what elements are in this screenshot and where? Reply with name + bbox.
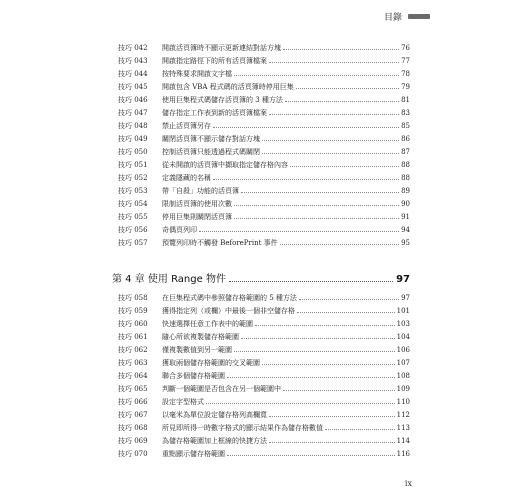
toc-list-chapter-4	[118, 292, 410, 461]
toc-row[interactable]	[118, 396, 410, 409]
header-decoration-bar	[408, 14, 430, 19]
dot-leader	[280, 244, 399, 245]
tip-number: 技巧 053	[118, 187, 148, 195]
tip-number: 技巧 061	[118, 333, 148, 341]
dot-leader	[285, 101, 399, 102]
dot-leader	[269, 416, 395, 417]
page-number: 106	[396, 346, 410, 354]
page-number: 112	[396, 411, 410, 419]
tip-number: 技巧 068	[118, 424, 148, 432]
dot-leader	[234, 351, 395, 352]
page-header	[384, 10, 430, 23]
tip-number: 技巧 064	[118, 372, 148, 380]
tip-number: 技巧 042	[118, 44, 148, 52]
page-number: 88	[401, 161, 410, 169]
toc-row[interactable]	[118, 383, 410, 396]
dot-leader	[297, 312, 395, 313]
toc-row[interactable]	[118, 224, 410, 237]
toc-row[interactable]	[118, 292, 410, 305]
dot-leader	[213, 127, 399, 128]
tip-title: 定義隱藏的名稱	[162, 174, 211, 182]
page-number: 90	[401, 200, 410, 208]
tip-number: 技巧 044	[118, 70, 148, 78]
page-number: 116	[396, 450, 410, 458]
page-number: 103	[396, 320, 410, 328]
toc-row[interactable]	[118, 185, 410, 198]
toc-row[interactable]	[118, 318, 410, 331]
toc-row[interactable]	[118, 237, 410, 250]
dot-leader	[269, 62, 399, 63]
dot-leader	[262, 140, 399, 141]
dot-leader	[206, 403, 395, 404]
tip-title: 預覽列印時不觸發 BeforePrint 事件	[162, 239, 278, 247]
dot-leader	[229, 281, 393, 282]
dot-leader	[255, 325, 395, 326]
toc-list-chapter-3	[118, 42, 410, 250]
tip-number: 技巧 048	[118, 122, 148, 130]
tip-number: 技巧 067	[118, 411, 148, 419]
tip-number: 技巧 059	[118, 307, 148, 315]
page-number: 91	[401, 213, 410, 221]
dot-leader	[299, 299, 399, 300]
tip-title: 為儲存格範圍加上框線的快捷方法	[162, 437, 267, 445]
dot-leader	[290, 166, 399, 167]
tip-title: 帶「自殺」功能的活頁簿	[162, 187, 239, 195]
chapter-page-number: 97	[396, 274, 410, 285]
tip-title: 按特殊要求開啟文字檔	[162, 70, 232, 78]
tip-title: 獲得指定列（或欄）中最後一個非空儲存格	[162, 307, 295, 315]
tip-number: 技巧 050	[118, 148, 148, 156]
page-number: 110	[396, 398, 410, 406]
toc-row[interactable]	[118, 198, 410, 211]
toc-row[interactable]	[118, 422, 410, 435]
tip-title: 儲存指定工作表到新的活頁簿檔案	[162, 109, 267, 117]
toc-row[interactable]	[118, 42, 410, 55]
page-number: 76	[401, 44, 410, 52]
tip-title: 開啟活頁簿時不顯示更新連結對話方塊	[162, 44, 281, 52]
toc-row[interactable]	[118, 357, 410, 370]
tip-title: 停用巨集則關閉活頁簿	[162, 213, 232, 221]
tip-number: 技巧 063	[118, 359, 148, 367]
page-number: 86	[401, 135, 410, 143]
dot-leader	[283, 49, 399, 50]
tip-number: 技巧 045	[118, 83, 148, 91]
toc-row[interactable]	[118, 211, 410, 224]
tip-title: 判斷一個範圍是否包含在另一個範圍中	[162, 385, 281, 393]
dot-leader	[213, 179, 399, 180]
dot-leader	[269, 442, 395, 443]
page-number: 95	[401, 239, 410, 247]
dot-leader	[234, 75, 399, 76]
toc-row[interactable]	[118, 331, 410, 344]
tip-number: 技巧 049	[118, 135, 148, 143]
dot-leader	[234, 218, 399, 219]
tip-title: 控制活頁簿只能透過程式碼關閉	[162, 148, 260, 156]
page-number: 85	[401, 122, 410, 130]
tip-title: 開啟指定路徑下的所有活頁簿檔案	[162, 57, 267, 65]
tip-number: 技巧 046	[118, 96, 148, 104]
dot-leader	[325, 429, 395, 430]
tip-title: 聯合多個儲存格範圍	[162, 372, 225, 380]
tip-title: 獲取兩個儲存格範圍的交叉範圍	[162, 359, 260, 367]
page-number: 113	[396, 424, 410, 432]
header-title: 目錄	[383, 13, 402, 23]
page-number: 83	[401, 109, 410, 117]
tip-title: 從未開啟的活頁簿中擷取指定儲存格內容	[162, 161, 288, 169]
tip-title: 使用巨集程式碼儲存活頁簿的 3 種方法	[162, 96, 283, 104]
page-number: 114	[396, 437, 410, 445]
toc-row[interactable]	[118, 305, 410, 318]
tip-number: 技巧 047	[118, 109, 148, 117]
tip-number: 技巧 057	[118, 239, 148, 247]
tip-title: 開啟包含 VBA 程式碼的活頁簿時停用巨集	[162, 83, 294, 91]
page-number: 89	[401, 187, 410, 195]
page-number: 108	[396, 372, 410, 380]
tip-number: 技巧 066	[118, 398, 148, 406]
dot-leader	[234, 205, 399, 206]
tip-number: 技巧 058	[118, 294, 148, 302]
dot-leader	[199, 231, 399, 232]
tip-number: 技巧 069	[118, 437, 148, 445]
page-number: 78	[401, 70, 410, 78]
dot-leader	[262, 153, 399, 154]
page-number: 97	[401, 294, 410, 302]
page-number: 79	[401, 83, 410, 91]
toc-row[interactable]	[118, 120, 410, 133]
page-number: 107	[396, 359, 410, 367]
tip-number: 技巧 060	[118, 320, 148, 328]
page-number: 94	[401, 226, 410, 234]
toc-row[interactable]	[118, 435, 410, 448]
chapter-title: 第 4 章 使用 Range 物件	[112, 274, 226, 285]
toc-row[interactable]	[118, 55, 410, 68]
tip-title: 隨心所欲複製儲存格範圍	[162, 333, 239, 341]
tip-title: 以毫米為單位設定儲存格列高欄寬	[162, 411, 267, 419]
page-number: 77	[401, 57, 410, 65]
dot-leader	[241, 338, 395, 339]
dot-leader	[227, 377, 395, 378]
tip-number: 技巧 055	[118, 213, 148, 221]
tip-title: 快速選擇任意工作表中的範圍	[162, 320, 253, 328]
toc-row[interactable]	[118, 94, 410, 107]
dot-leader	[262, 364, 395, 365]
tip-number: 技巧 056	[118, 226, 148, 234]
tip-title: 在巨集程式碼中參照儲存格範圍的 5 種方法	[162, 294, 297, 302]
tip-title: 限制活頁簿的使用次數	[162, 200, 232, 208]
toc-row[interactable]	[118, 159, 410, 172]
toc-row[interactable]	[118, 133, 410, 146]
toc-row[interactable]	[118, 172, 410, 185]
tip-title: 所見即所得一時數字格式的顯示結果作為儲存格數值	[162, 424, 323, 432]
tip-title: 禁止活頁簿另存	[162, 122, 211, 130]
tip-title: 設定字型格式	[162, 398, 204, 406]
tip-title: 僅複製數值到另一範圍	[162, 346, 232, 354]
toc-row[interactable]	[118, 448, 410, 461]
page-number: 81	[401, 96, 410, 104]
tip-number: 技巧 062	[118, 346, 148, 354]
dot-leader	[269, 114, 399, 115]
tip-number: 技巧 051	[118, 161, 148, 169]
page-number: 87	[401, 148, 410, 156]
tip-number: 技巧 052	[118, 174, 148, 182]
page-number-footer: ix	[404, 479, 412, 488]
tip-title: 重點顯示儲存格範圍	[162, 450, 225, 458]
dot-leader	[227, 455, 395, 456]
tip-title: 關閉活頁簿不顯示儲存對話方塊	[162, 135, 260, 143]
page-number: 101	[396, 307, 410, 315]
dot-leader	[283, 390, 395, 391]
tip-number: 技巧 070	[118, 450, 148, 458]
toc-row[interactable]	[118, 81, 410, 94]
dot-leader	[241, 192, 399, 193]
page-number: 104	[396, 333, 410, 341]
toc-row[interactable]	[118, 107, 410, 120]
page-number: 88	[401, 174, 410, 182]
page-number: 109	[396, 385, 410, 393]
tip-number: 技巧 065	[118, 385, 148, 393]
tip-number: 技巧 043	[118, 57, 148, 65]
tip-title: 奇偶頁列印	[162, 226, 197, 234]
tip-number: 技巧 054	[118, 200, 148, 208]
toc-row[interactable]	[118, 344, 410, 357]
toc-row[interactable]	[118, 146, 410, 159]
toc-row[interactable]	[118, 68, 410, 81]
toc-row[interactable]	[118, 409, 410, 422]
dot-leader	[296, 88, 399, 89]
chapter-heading[interactable]	[112, 270, 410, 285]
toc-row[interactable]	[118, 370, 410, 383]
